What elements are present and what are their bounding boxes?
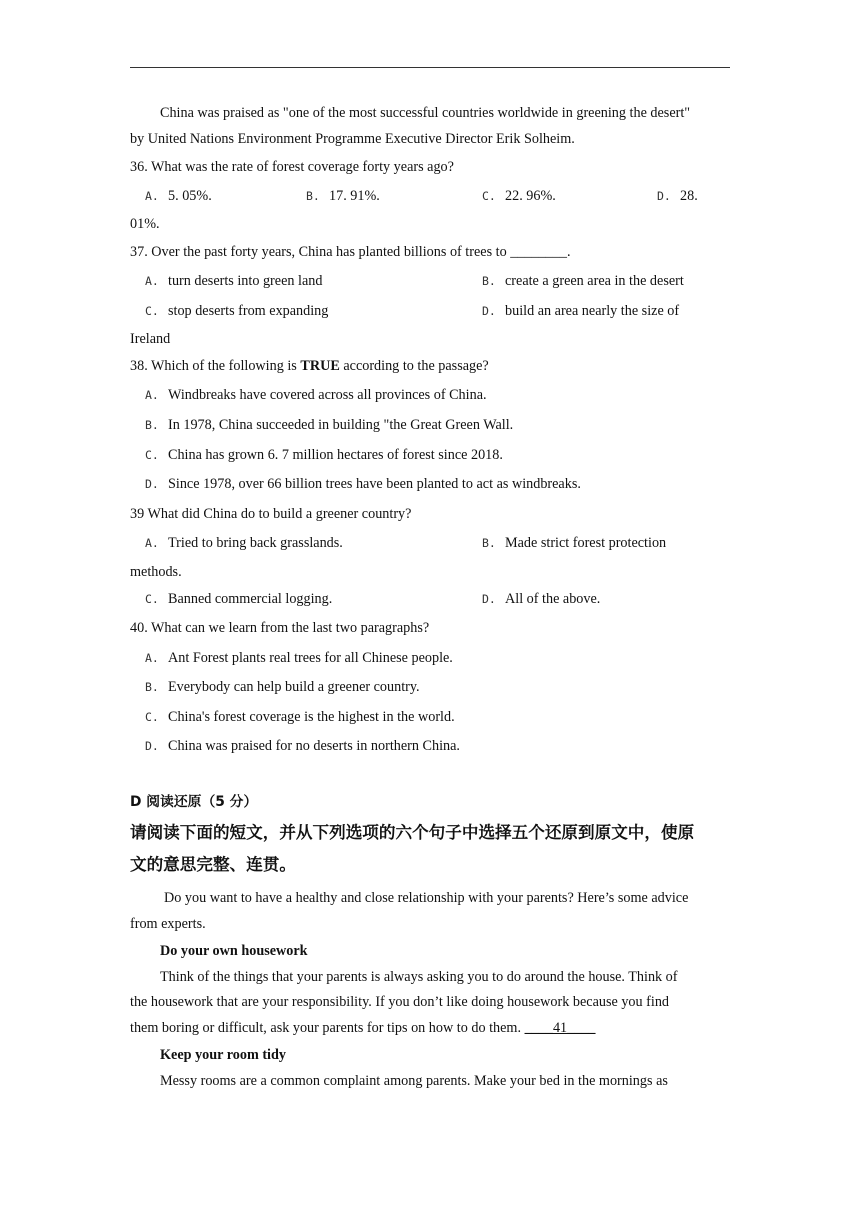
option-key: A. bbox=[145, 388, 159, 402]
option-text: Made strict forest protection bbox=[505, 535, 667, 551]
paragraph-line: Messy rooms are a common complaint among parents. Make your bed in the mornings as bbox=[160, 1073, 668, 1089]
question-36-stem: 36. What was the rate of forest coverage forty years ago? bbox=[130, 159, 454, 175]
passage-line: China was praised as "one of the most successful countries worldwide in greening the desert" bbox=[160, 105, 691, 121]
q36-option-d[interactable] bbox=[657, 186, 698, 206]
q37-option-b[interactable] bbox=[482, 271, 684, 291]
question-40-stem: 40. What can we learn from the last two paragraphs? bbox=[130, 620, 430, 636]
option-key: B. bbox=[482, 274, 496, 288]
option-text: 5. 05%. bbox=[168, 188, 212, 204]
paragraph-line: Think of the things that your parents is always asking you to do around the house. Think of bbox=[160, 969, 678, 985]
option-text: Banned commercial logging. bbox=[168, 591, 333, 607]
option-text: stop deserts from expanding bbox=[168, 303, 329, 319]
q38-option-a[interactable] bbox=[145, 385, 487, 405]
q37-option-c[interactable] bbox=[145, 301, 328, 321]
option-key: D. bbox=[145, 739, 159, 753]
q39-option-b-wrap: methods. bbox=[130, 564, 182, 580]
section-d-heading: D 阅读还原（5 分） bbox=[130, 794, 258, 810]
section-d-instruction: 文的意思完整、连贯。 bbox=[130, 855, 296, 874]
option-text: China was praised for no deserts in northern China. bbox=[168, 738, 460, 754]
q39-option-d[interactable] bbox=[482, 589, 600, 609]
q37-option-d[interactable] bbox=[482, 301, 679, 321]
option-key: D. bbox=[145, 477, 159, 491]
q39-option-c[interactable] bbox=[145, 589, 332, 609]
option-key: C. bbox=[482, 189, 496, 203]
q40-option-b[interactable] bbox=[145, 677, 420, 697]
q39-option-b[interactable] bbox=[482, 533, 666, 553]
paragraph-text: them boring or difficult, ask your parents for tips on how to do them. bbox=[130, 1020, 525, 1036]
question-37-stem: 37. Over the past forty years, China has planted billions of trees to ________. bbox=[130, 244, 571, 260]
q38-option-d[interactable] bbox=[145, 474, 581, 494]
option-key: B. bbox=[482, 536, 496, 550]
option-key: D. bbox=[657, 189, 671, 203]
option-text: China's forest coverage is the highest in the world. bbox=[168, 709, 455, 725]
option-text: Tried to bring back grasslands. bbox=[168, 535, 343, 551]
q40-option-c[interactable] bbox=[145, 707, 455, 727]
option-text: 17. 91%. bbox=[329, 188, 380, 204]
option-key: B. bbox=[145, 680, 159, 694]
option-text: Ant Forest plants real trees for all Chinese people. bbox=[168, 650, 453, 666]
intro-line: Do you want to have a healthy and close relationship with your parents? Here’s some advice bbox=[164, 890, 689, 906]
q38-option-c[interactable] bbox=[145, 445, 503, 465]
paragraph-line: the housework that are your responsibility. If you don’t like doing housework because you find bbox=[130, 994, 670, 1010]
subheading-room: Keep your room tidy bbox=[160, 1047, 286, 1063]
option-text: China has grown 6. 7 million hectares of forest since 2018. bbox=[168, 447, 503, 463]
header-rule bbox=[130, 67, 730, 68]
option-text: All of the above. bbox=[505, 591, 601, 607]
option-text: build an area nearly the size of bbox=[505, 303, 680, 319]
option-key: A. bbox=[145, 536, 159, 550]
option-text: In 1978, China succeeded in building "the Great Green Wall. bbox=[168, 417, 514, 433]
stem-text: according to the passage? bbox=[339, 358, 489, 374]
q37-option-d-wrap: Ireland bbox=[130, 331, 171, 347]
option-key: A. bbox=[145, 651, 159, 665]
option-text: 28. bbox=[680, 188, 698, 204]
option-text: Windbreaks have covered across all provinces of China. bbox=[168, 387, 487, 403]
option-key: C. bbox=[145, 304, 159, 318]
option-text: create a green area in the desert bbox=[505, 273, 684, 289]
stem-emphasis: TRUE bbox=[300, 358, 340, 374]
q36-option-d-wrap: 01%. bbox=[130, 216, 160, 232]
option-text: 22. 96%. bbox=[505, 188, 556, 204]
q36-option-a[interactable] bbox=[145, 186, 212, 206]
option-key: C. bbox=[145, 710, 159, 724]
option-key: D. bbox=[482, 592, 496, 606]
q39-option-a[interactable] bbox=[145, 533, 343, 553]
section-d-instruction: 请阅读下面的短文，并从下列选项的六个句子中选择五个还原到原文中，使原 bbox=[130, 823, 695, 842]
stem-text: 38. Which of the following is bbox=[130, 358, 301, 374]
paragraph-line bbox=[130, 1018, 596, 1038]
option-key: B. bbox=[145, 418, 159, 432]
q37-option-a[interactable] bbox=[145, 271, 322, 291]
option-key: A. bbox=[145, 189, 159, 203]
question-38-stem bbox=[130, 356, 489, 376]
q40-option-d[interactable] bbox=[145, 736, 460, 756]
option-key: C. bbox=[145, 448, 159, 462]
intro-line: from experts. bbox=[130, 916, 206, 932]
option-text: turn deserts into green land bbox=[168, 273, 323, 289]
q40-option-a[interactable] bbox=[145, 648, 453, 668]
answer-blank-41[interactable]: ____41____ bbox=[524, 1020, 596, 1036]
passage-line: by United Nations Environment Programme Executive Director Erik Solheim. bbox=[130, 131, 575, 147]
option-text: Everybody can help build a greener country. bbox=[168, 679, 420, 695]
option-key: B. bbox=[306, 189, 320, 203]
option-key: D. bbox=[482, 304, 496, 318]
option-key: A. bbox=[145, 274, 159, 288]
option-key: C. bbox=[145, 592, 159, 606]
question-39-stem: 39 What did China do to build a greener country? bbox=[130, 506, 412, 522]
q36-option-c[interactable] bbox=[482, 186, 556, 206]
q38-option-b[interactable] bbox=[145, 415, 513, 435]
q36-option-b[interactable] bbox=[306, 186, 380, 206]
option-text: Since 1978, over 66 billion trees have been planted to act as windbreaks. bbox=[168, 476, 581, 492]
subheading-housework: Do your own housework bbox=[160, 943, 308, 959]
